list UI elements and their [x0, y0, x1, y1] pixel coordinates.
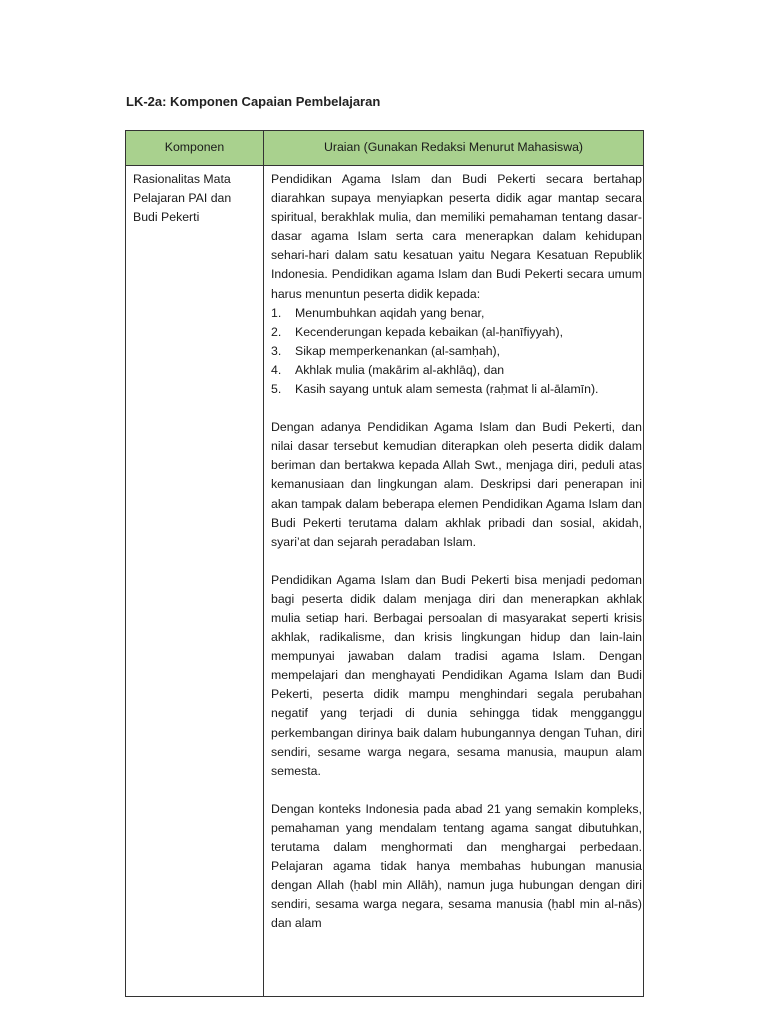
list-item-number: 5.: [271, 382, 282, 397]
list-item: [271, 304, 642, 323]
list-item-text: Kasih sayang untuk alam semesta (raḥmat li al-ālamīn).: [295, 382, 599, 397]
komponen-label: Rasionalitas Mata Pelajaran PAI dan Budi Pekerti: [133, 172, 232, 225]
header-komponen: Komponen: [126, 131, 264, 166]
list-item: [271, 380, 642, 399]
list-item-number: 4.: [271, 362, 282, 377]
list-item-text: Menumbuhkan aqidah yang benar,: [295, 305, 485, 320]
list-item: [271, 323, 642, 342]
document-title: LK-2a: Komponen Capaian Pembelajaran: [126, 94, 381, 109]
uraian-paragraph-2: Dengan adanya Pendidikan Agama Islam dan Budi Pekerti, dan nilai dasar tersebut kemudian diterapkan oleh peserta didik dalam beriman dan bertakwa kepada Allah Swt., menjaga diri, peduli atas kemanusiaan dan lingkungan alam. Deskripsi dari penerapan ini akan tampak dalam beberapa elemen Pendidikan Agama Islam dan Budi Pekerti terutama dalam akhlak pribadi dan sosial, akidah, syari’at dan sejarah peradaban Islam.: [271, 420, 642, 549]
paragraph-spacer: [271, 399, 642, 418]
table-row: [126, 166, 644, 997]
capaian-pembelajaran-table: [125, 130, 644, 997]
cell-uraian: [264, 166, 644, 997]
paragraph-spacer: [271, 552, 642, 571]
list-item-number: 2.: [271, 324, 282, 339]
list-item-text: Akhlak mulia (makārim al-akhlāq), dan: [295, 362, 505, 377]
paragraph-spacer: [271, 781, 642, 800]
list-item: [271, 342, 642, 361]
table-header-row: [126, 131, 644, 166]
list-item-text: Kecenderungan kepada kebaikan (al-ḥanīfiyyah),: [295, 324, 563, 339]
uraian-paragraph-3: Pendidikan Agama Islam dan Budi Pekerti bisa menjadi pedoman bagi peserta didik dalam menjaga diri dan menerapkan akhlak mulia setiap hari. Berbagai persoalan di masyarakat seperti krisis akhlak, radikalisme, dan krisis lingkungan hidup dan lain-lain mempunyai jawaban dalam tradisi agama Islam. Dengan mempelajari dan menghayati Pendidikan Agama Islam dan Budi Pekerti, peserta didik mampu menghindari segala perubahan negatif yang terjadi di dunia sehingga tidak mengganggu perkembangan dirinya baik dalam hubungannya dengan Tuhan, diri sendiri, sesame warga negara, sesama manusia, maupun alam semesta.: [271, 572, 642, 778]
header-uraian: Uraian (Gunakan Redaksi Menurut Mahasiswa): [264, 131, 644, 166]
list-item-number: 1.: [271, 305, 282, 320]
list-item-number: 3.: [271, 343, 282, 358]
uraian-intro-paragraph: Pendidikan Agama Islam dan Budi Pekerti secara bertahap diarahkan supaya menyiapkan peserta didik agar mantap secara spiritual, berakhlak mulia, dan memiliki pemahaman tentang dasar-dasar agama Islam serta cara menerapkan dalam kehidupan sehari-hari dalam satu kesatuan yaitu Negara Kesatuan Republik Indonesia. Pendidikan agama Islam dan Budi Pekerti secara umum harus menuntun peserta didik kepada:: [271, 172, 642, 301]
cell-komponen: [126, 166, 264, 997]
aims-list: [271, 304, 642, 399]
list-item: [271, 361, 642, 380]
list-item-text: Sikap memperkenankan (al-samḥah),: [295, 343, 501, 358]
uraian-paragraph-4: Dengan konteks Indonesia pada abad 21 yang semakin kompleks, pemahaman yang mendalam tentang agama sangat dibutuhkan, terutama dalam menghormati dan menghargai perbedaan. Pelajaran agama tidak hanya membahas hubungan manusia dengan Allah (ḥabl min Allāh), namun juga hubungan dengan diri sendiri, sesama warga negara, sesama manusia (ḥabl min al-nās) dan alam: [271, 801, 642, 931]
